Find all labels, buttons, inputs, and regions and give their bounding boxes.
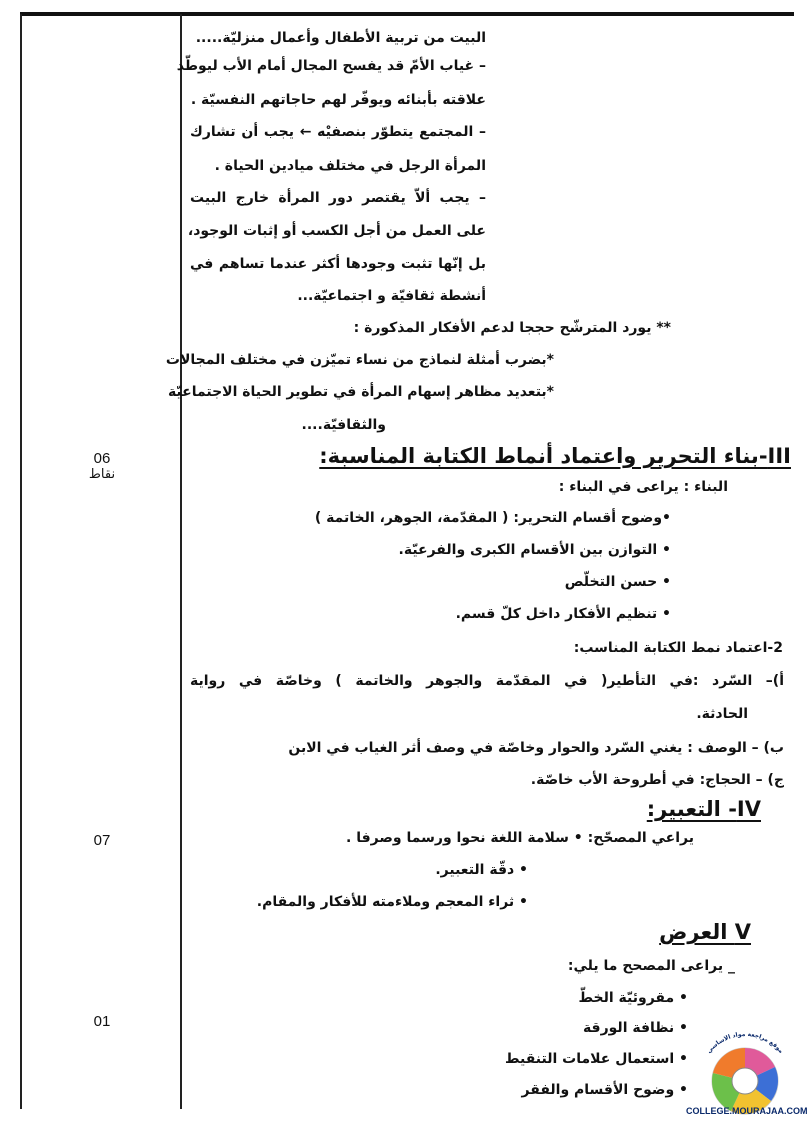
text-line: *بتعديد مظاهر إسهام المرأة في تطوير الحياة الاجتماعيّة	[167, 384, 554, 400]
text-line: ** يورد المترشّح حججا لدعم الأفكار المذكورة :	[353, 320, 671, 336]
text-line: • استعمال علامات التنقيط	[505, 1051, 688, 1067]
text-line: • حسن التخلّص	[564, 574, 671, 590]
points-section-3	[72, 450, 132, 482]
text-line: • نظافة الورقة	[582, 1020, 688, 1036]
text-line: *بضرب أمثلة لنماذج من نساء تميّزن في مختلف المجالات	[165, 352, 554, 368]
text-line: • مقروئيّة الخطّ	[578, 990, 688, 1006]
text-line: – غياب الأمّ قد يفسح المجال أمام الأب ليوطّد	[176, 58, 486, 74]
text-line: والثقافيّة....	[301, 417, 386, 433]
text-line: البيت من تربية الأطفال وأعمال منزليّة.....	[195, 30, 486, 46]
text-line: _ يراعى المصحح ما يلي:	[567, 958, 735, 974]
text-line: • دقّة التعبير.	[435, 862, 528, 878]
text-line: المرأة الرجل في مختلف ميادين الحياة .	[214, 158, 486, 174]
points-value: 06	[93, 450, 111, 467]
points-unit: نقاط	[88, 467, 116, 482]
logo-caption: COLLEGE.MOURAJAA.COM	[686, 1106, 808, 1116]
text-line: أنشطة ثقافيّة و اجتماعيّة...	[297, 288, 486, 304]
page-left-border	[20, 14, 22, 1109]
points-column-divider	[180, 14, 182, 1109]
text-line: • ثراء المعجم وملاءمته للأفكار والمقام.	[256, 894, 528, 910]
section-heading-5: V العرض	[659, 920, 751, 944]
text-line: 2-اعتماد نمط الكتابة المناسب:	[573, 640, 783, 656]
text-line: الحادثة.	[696, 706, 748, 722]
text-line: • تنظيم الأفكار داخل كلّ قسم.	[455, 606, 671, 622]
text-line: •وضوح أقسام التحرير: ( المقدّمة، الجوهر، الخاتمة )	[314, 510, 671, 526]
section-heading-3: III-بناء التحرير واعتماد أنماط الكتابة المناسبة:	[319, 444, 791, 468]
text-line: بل إنّها تثبت وجودها أكثر عندما تساهم في	[190, 256, 486, 272]
section-heading-4: IV- التعبير:	[646, 797, 761, 821]
text-line: البناء : يراعى في البناء :	[558, 479, 728, 495]
text-line: على العمل من أجل الكسب أو إثبات الوجود،	[187, 223, 486, 239]
points-section-4: 07	[93, 832, 111, 849]
text-line: ج) – الحجاج: في أطروحة الأب خاصّة.	[530, 772, 784, 788]
text-line: أ)– السّرد :في التأطير( في المقدّمة والجوهر والخاتمة ) وخاصّة في رواية	[190, 673, 784, 689]
logo-ring-text: موقع مراجعة مواد الاساسي	[705, 1030, 785, 1055]
text-line: – يجب ألاّ يقتصر دور المرأة خارج البيت	[190, 190, 486, 206]
text-line: – المجتمع يتطوّر بنصفيْه ← يجب أن تشارك	[190, 124, 486, 140]
text-line: • وضوح الأقسام والفقر	[521, 1082, 688, 1098]
text-line: علاقته بأبنائه ويوفّر لهم حاجاتهم النفسيّة .	[190, 92, 486, 108]
text-line: يراعي المصحّح: • سلامة اللغة نحوا ورسما وصرفا .	[346, 830, 694, 846]
points-section-5: 01	[93, 1013, 111, 1030]
text-line: ب) – الوصف : يغني السّرد والحوار وخاصّة في وصف أثر الغياب في الابن	[288, 740, 784, 756]
text-line: • التوازن بين الأقسام الكبرى والفرعيّة.	[398, 542, 671, 558]
correction-content	[165, 0, 791, 1123]
